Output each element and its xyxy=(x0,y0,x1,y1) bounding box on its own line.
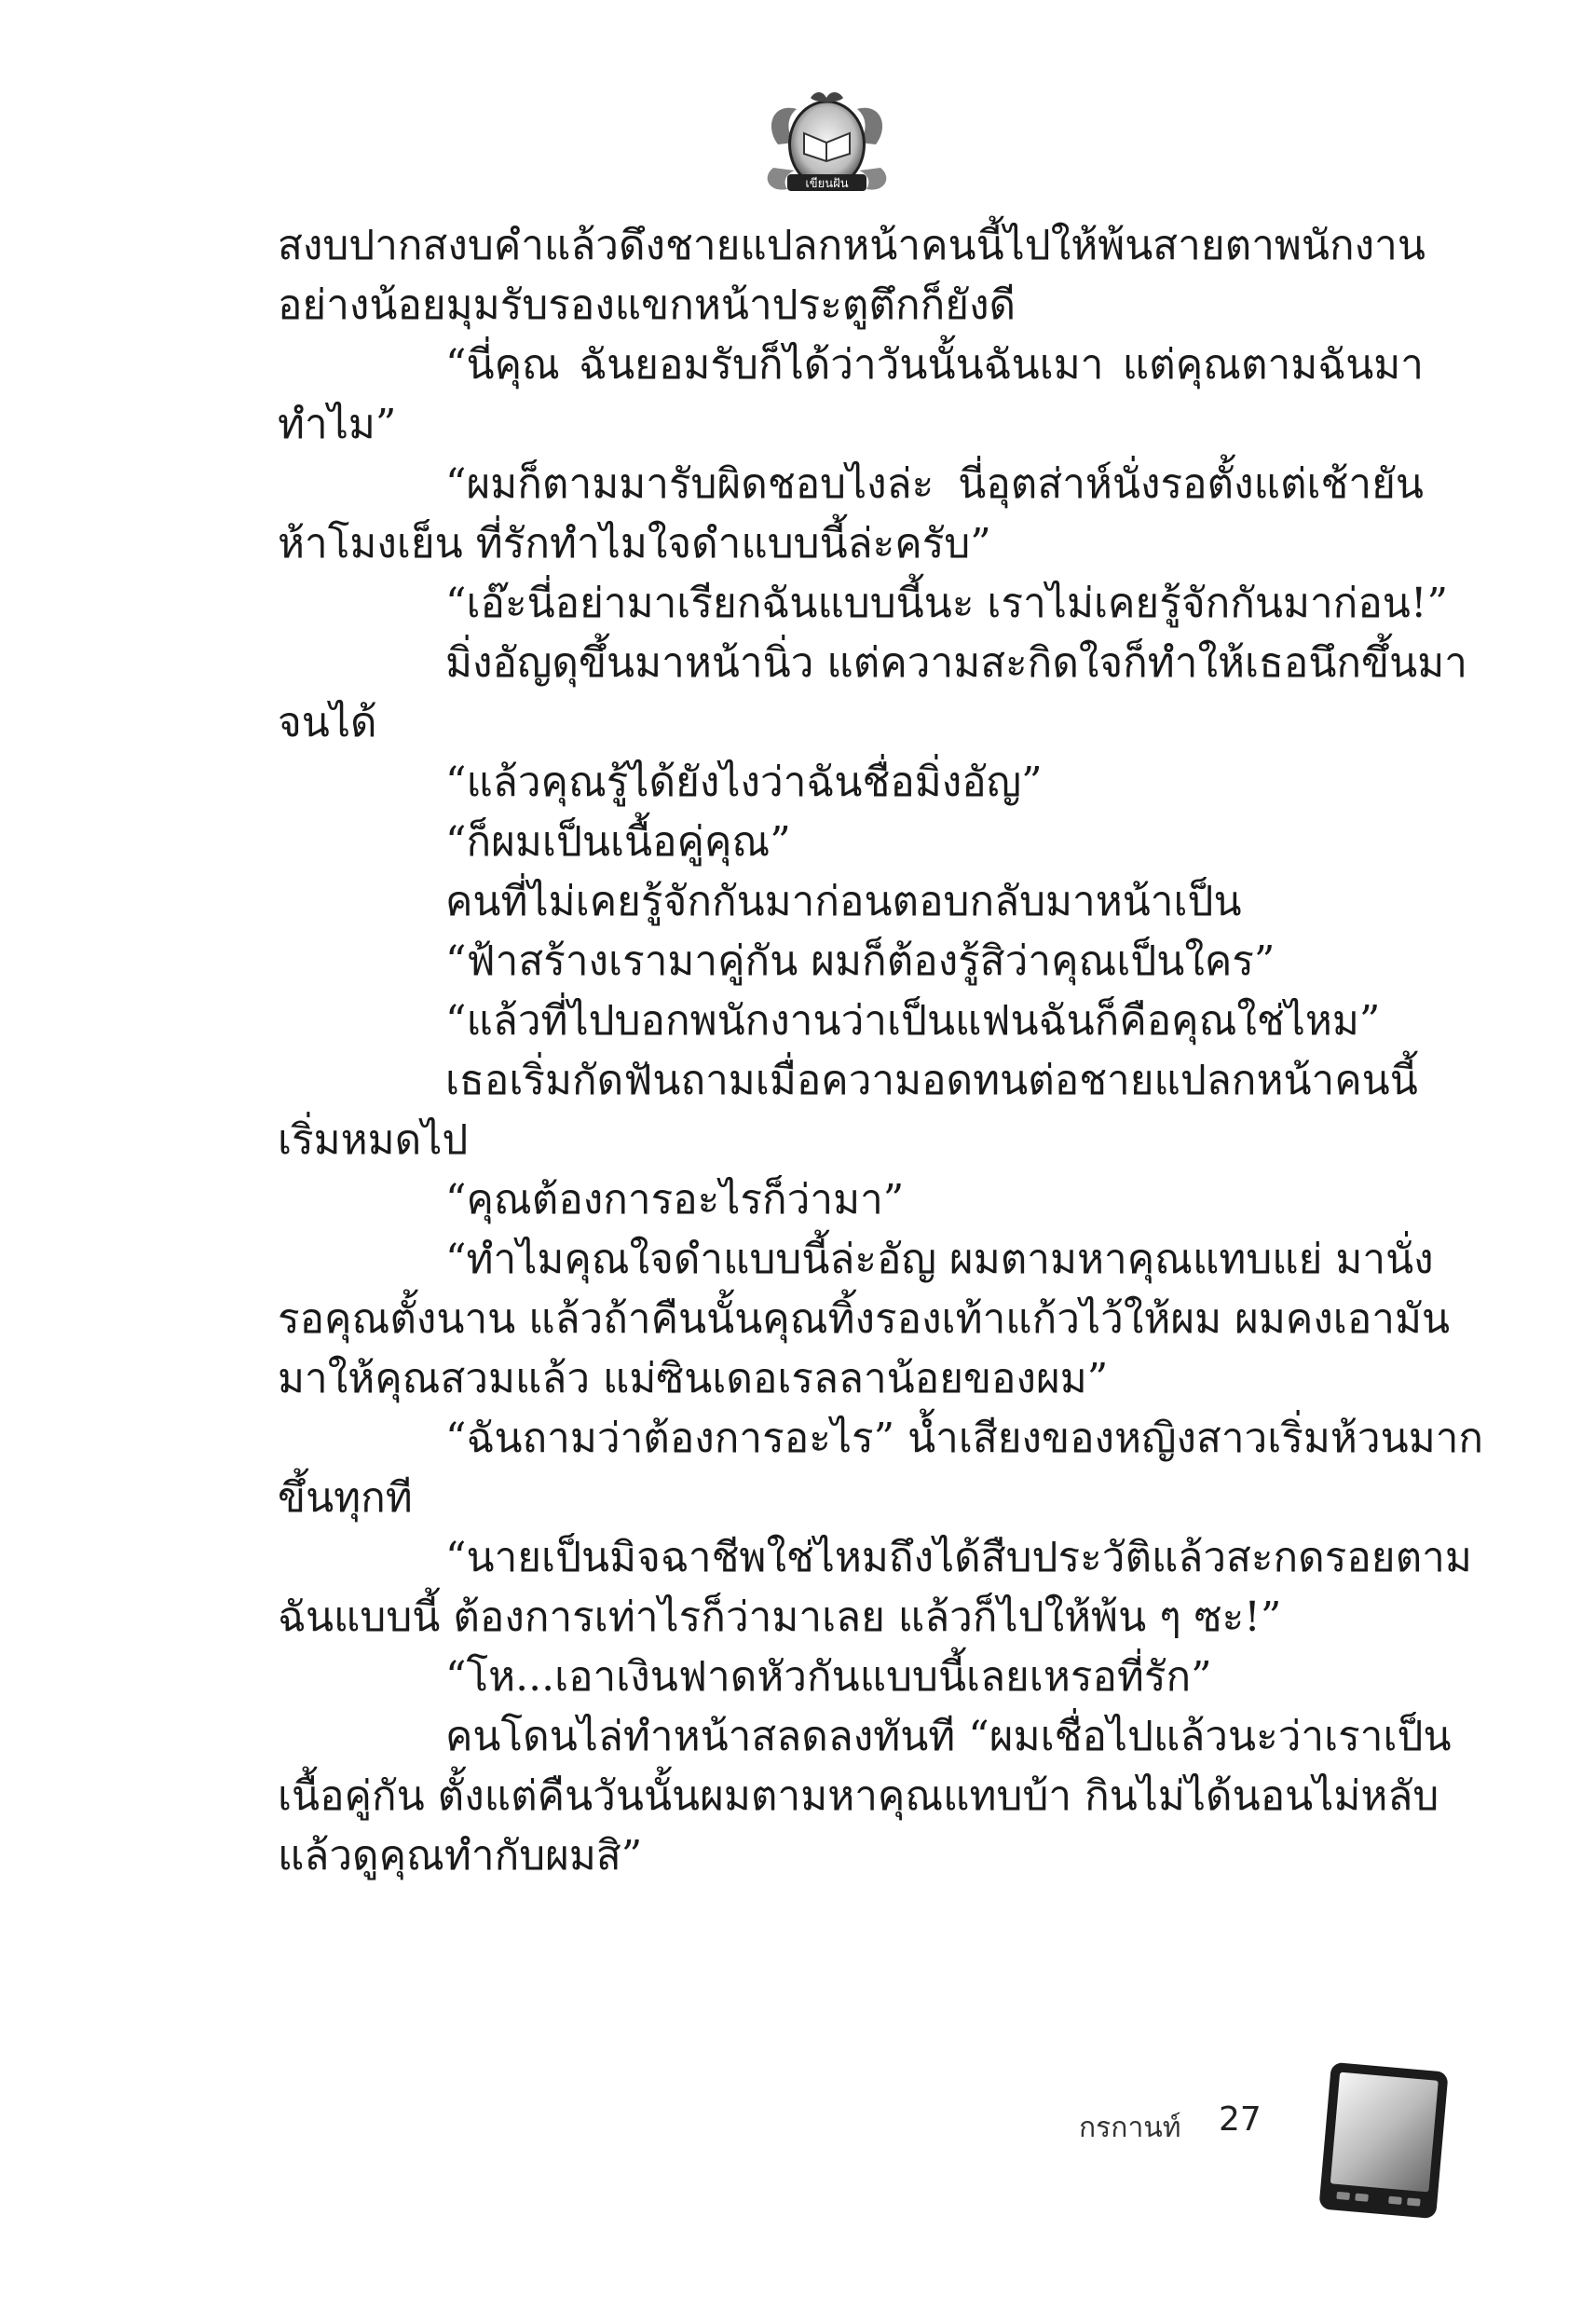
text-line: “ก็ผมเป็นเนื้อคู่คุณ” xyxy=(445,818,791,866)
paragraph xyxy=(278,1707,1452,1886)
paragraph xyxy=(278,1230,1451,1409)
paragraph xyxy=(278,1051,1424,1170)
text-line: ฉันแบบนี้ ต้องการเท่าไรก็ว่ามาเลย แล้วก็ไปให้พ้น ๆ ซะ!” xyxy=(278,1593,1282,1641)
paragraph xyxy=(278,455,1424,574)
paragraph xyxy=(278,1528,1472,1648)
text-line: “แล้วคุณรู้ได้ยังไงว่าฉันชื่อมิ่งอัญ” xyxy=(445,759,1043,806)
text-line: “คุณต้องการอะไรก็ว่ามา” xyxy=(445,1176,905,1224)
text-line: ห้าโมงเย็น ที่รักทำไมใจดำแบบนี้ล่ะครับ” xyxy=(278,520,991,567)
text-line: จนได้ xyxy=(278,699,377,746)
text-line: “นายเป็นมิจฉาชีพใช่ไหมถึงได้สืบประวัติแล้วสะกดรอยตาม xyxy=(445,1534,1472,1581)
emblem-text: เขียนฝัน xyxy=(805,177,849,191)
text-line: “ฉันถามว่าต้องการอะไร” น้ำเสียงของหญิงสาวเริ่มห้วนมาก xyxy=(445,1415,1484,1462)
text-line: ขึ้นทุกที xyxy=(278,1474,413,1522)
paragraph xyxy=(278,216,1424,335)
text-line: “โห...เอาเงินฟาดหัวกันแบบนี้เลยเหรอที่รัก” xyxy=(445,1653,1212,1701)
paragraph xyxy=(278,335,1424,455)
text-line: “เอ๊ะนี่อย่ามาเรียกฉันแบบนี้นะ เราไม่เคยรู้จักกันมาก่อน!” xyxy=(445,580,1449,627)
text-line: มิ่งอัญดุขึ้นมาหน้านิ่ว แต่ความสะกิดใจก็ทำให้เธอนึกขึ้นมา xyxy=(445,639,1467,687)
page-number: 27 xyxy=(1219,2100,1262,2139)
paragraph xyxy=(278,932,1424,991)
paragraph xyxy=(278,753,1424,813)
text-line: คนที่ไม่เคยรู้จักกันมาก่อนตอบกลับมาหน้าเป็น xyxy=(445,878,1242,925)
paragraph xyxy=(278,634,1467,753)
decorative-crest-icon xyxy=(759,89,894,200)
text-line: สงบปากสงบคำแล้วดึงชายแปลกหน้าคนนี้ไปให้พ้นสายตาพนักงาน xyxy=(278,222,1425,269)
text-line: เนื้อคู่กัน ตั้งแต่คืนวันนั้นผมตามหาคุณแทบบ้า กินไม่ได้นอนไม่หลับ xyxy=(278,1772,1439,1820)
text-line: “ฟ้าสร้างเรามาคู่กัน ผมก็ต้องรู้สิว่าคุณเป็นใคร” xyxy=(445,937,1275,985)
paragraph xyxy=(278,813,1424,872)
text-line: “แล้วที่ไปบอกพนักงานว่าเป็นแฟนฉันก็คือคุณใช่ไหม” xyxy=(445,997,1381,1045)
text-line: “ผมก็ตามมารับผิดชอบไงล่ะ นี่อุตส่าห์นั่งรอตั้งแต่เช้ายัน xyxy=(445,460,1424,508)
text-line: ทำไม” xyxy=(278,401,397,448)
text-line: รอคุณตั้งนาน แล้วถ้าคืนนั้นคุณทิ้งรองเท้าแก้วไว้ให้ผม ผมคงเอามัน xyxy=(278,1295,1451,1343)
story-text xyxy=(278,216,1484,1886)
text-line: เริ่มหมดไป xyxy=(278,1116,469,1164)
text-line: อย่างน้อยมุมรับรองแขกหน้าประตูตึกก็ยังดี xyxy=(278,281,1016,329)
paragraph xyxy=(278,574,1449,634)
paragraph xyxy=(278,991,1424,1051)
paragraph xyxy=(278,1409,1484,1528)
paragraph xyxy=(278,872,1424,932)
text-line: แล้วดูคุณทำกับผมสิ” xyxy=(278,1832,643,1880)
text-line: มาให้คุณสวมแล้ว แม่ซินเดอเรลลาน้อยของผม” xyxy=(278,1355,1109,1402)
tablet-device-icon xyxy=(1314,2059,1453,2222)
text-line: คนโดนไล่ทำหน้าสลดลงทันที “ผมเชื่อไปแล้วนะว่าเราเป็น xyxy=(445,1713,1452,1760)
author-name: กรกานท์ xyxy=(1079,2112,1181,2144)
text-line: “ทำไมคุณใจดำแบบนี้ล่ะอัญ ผมตามหาคุณแทบแย่ มานั่ง xyxy=(445,1236,1434,1283)
paragraph xyxy=(278,1648,1424,1707)
text-line: “นี่คุณ ฉันยอมรับก็ได้ว่าวันนั้นฉันเมา แต่คุณตามฉันมา xyxy=(445,341,1424,389)
text-line: เธอเริ่มกัดฟันถามเมื่อความอดทนต่อชายแปลกหน้าคนนี้ xyxy=(445,1057,1418,1104)
paragraph xyxy=(278,1170,1424,1230)
